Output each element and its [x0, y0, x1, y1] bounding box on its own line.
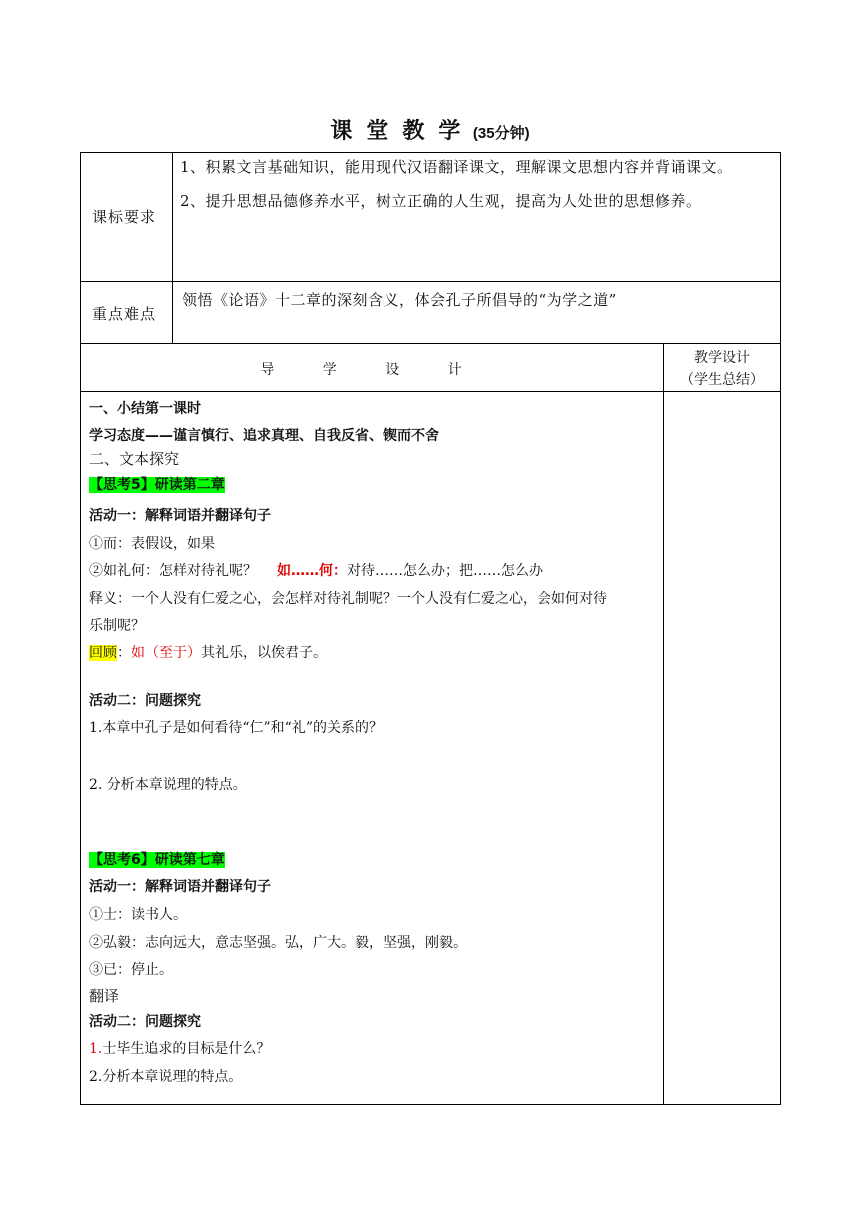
row-divider: [80, 343, 781, 344]
row-divider: [80, 281, 781, 282]
think5-heading: [89, 474, 225, 494]
t5-explanation-1: 释义：一个人没有仁爱之心，会怎样对待礼制呢？一个人没有仁爱之心，会如何对待: [89, 591, 607, 607]
title-main: 课堂教学: [330, 119, 475, 144]
section-1-summary: 学习态度——谨言慎行、追求真理、自我反省、锲而不舍: [89, 428, 439, 444]
t5-explanation-2: 乐制呢？: [89, 618, 145, 634]
row-divider: [80, 391, 781, 392]
design-header-left: [81, 359, 663, 379]
think6-heading: [89, 849, 225, 869]
t6-item-1: ①士：读书人。: [89, 907, 187, 923]
t5-question-2: 2. 分析本章说理的特点。: [89, 777, 247, 793]
t5-activity-2: 活动二：问题探究: [89, 693, 201, 709]
key-points-label: 重点难点: [92, 305, 157, 323]
t6-question-2: 2.分析本章说理的特点。: [89, 1069, 243, 1085]
t5-item-1: ①而：表假设，如果: [89, 536, 215, 552]
page-title: [0, 114, 860, 145]
column-divider: [172, 152, 173, 343]
standards-item-2: 2、提升思想品德修养水平，树立正确的人生观，提高为人处世的思想修养。: [180, 192, 702, 210]
t5-item-2-pattern: 如……何：: [277, 563, 347, 579]
standards-label: 课标要求: [92, 208, 157, 226]
think6-tag: 【思考6】研读第七章: [89, 852, 225, 868]
t6-question-1: 1.士毕生追求的目标是什么？: [89, 1041, 271, 1057]
t6-translate: 翻译: [89, 987, 120, 1005]
t6-item-2: ②弘毅：志向远大，意志坚强。弘，广大。毅，坚强，刚毅。: [89, 935, 467, 951]
title-duration: (35分钟): [472, 125, 530, 142]
column-divider: [663, 343, 664, 1104]
t6-item-3: ③已：停止。: [89, 962, 173, 978]
t5-review: 回顾：如（至于）其礼乐，以俟君子。: [89, 645, 327, 661]
section-1-title: 一、小结第一课时: [89, 401, 201, 417]
design-header-right-1: 教学设计: [694, 350, 750, 366]
table-border-bottom: [80, 1104, 781, 1105]
standards-item-1: 1、积累文言基础知识，能用现代汉语翻译课文，理解课文思想内容并背诵课文。: [180, 158, 733, 176]
think5-tag: 【思考5】研读第二章: [89, 477, 225, 493]
t6-activity-2: 活动二：问题探究: [89, 1014, 201, 1030]
t5-question-1: 1.本章中孔子是如何看待“仁”和“礼”的关系的？: [89, 720, 383, 736]
t5-item-2: ②如礼何：怎样对待礼呢？ 如……何：对待……怎么办；把……怎么办: [89, 563, 543, 579]
t5-activity-1: 活动一：解释词语并翻译句子: [89, 508, 271, 524]
table-border-right: [780, 152, 781, 1105]
design-header-right-2: （学生总结）: [680, 372, 764, 388]
table-border-left: [80, 152, 81, 1105]
key-points-text: 领悟《论语》十二章的深刻含义，体会孔子所倡导的“为学之道”: [182, 291, 617, 309]
section-2-title: 二、文本探究: [89, 450, 180, 468]
t5-review-tag: 回顾: [89, 645, 117, 661]
design-header-left-text: 导 学 设 计: [260, 362, 484, 378]
t6-activity-1: 活动一：解释词语并翻译句子: [89, 879, 271, 895]
t5-review-highlight: 如（至于）: [131, 645, 201, 661]
